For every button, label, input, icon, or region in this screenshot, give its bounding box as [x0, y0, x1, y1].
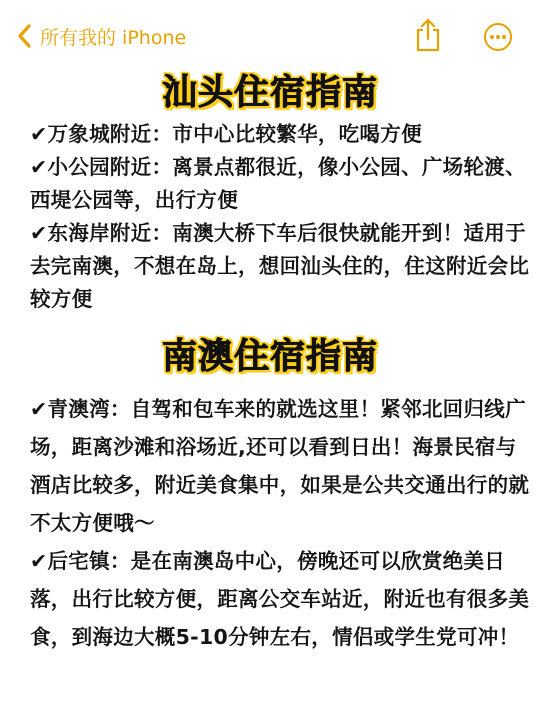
- chevron-left-icon: [14, 22, 36, 50]
- paragraph-houzhai: ✔后宅镇：是在南澳岛中心，傍晚还可以欣赏绝美日落，出行比较方便，距离公交车站近，附近也有很多美食，到海边大概5-10分钟左右，情侣或学生党可冲！: [30, 549, 530, 649]
- paragraph-xiaogongyuan: ✔小公园附近：离景点都很近，像小公园、广场轮渡、西堤公园等，出行方便: [30, 155, 526, 212]
- heading-shantou-lodging: 汕头住宿指南: [161, 73, 378, 113]
- heading-nanao-lodging: 南澳住宿指南: [161, 337, 378, 377]
- section-shantou: [30, 118, 530, 316]
- back-button-label: 所有我的 iPhone: [40, 26, 187, 49]
- paragraph-donghaian: ✔东海岸附近：南澳大桥下车后很快就能开到！适用于去完南澳，不想在岛上，想回汕头住的，住这附近会比较方便: [30, 221, 530, 311]
- back-button[interactable]: [14, 22, 186, 50]
- section-nanao: [30, 390, 530, 656]
- more-icon[interactable]: [483, 22, 513, 52]
- paragraph-wanxiangcheng: ✔万象城附近：市中心比较繁华，吃喝方便: [30, 122, 422, 146]
- share-icon[interactable]: [412, 17, 444, 53]
- paragraph-qingaowan: ✔青澳湾：自驾和包车来的就选这里！紧邻北回归线广场，距离沙滩和浴场近,还可以看到日出！海景民宿与酒店比较多，附近美食集中，如果是公共交通出行的就不太方便哦～: [30, 397, 530, 535]
- top-navigation-bar: [0, 0, 540, 72]
